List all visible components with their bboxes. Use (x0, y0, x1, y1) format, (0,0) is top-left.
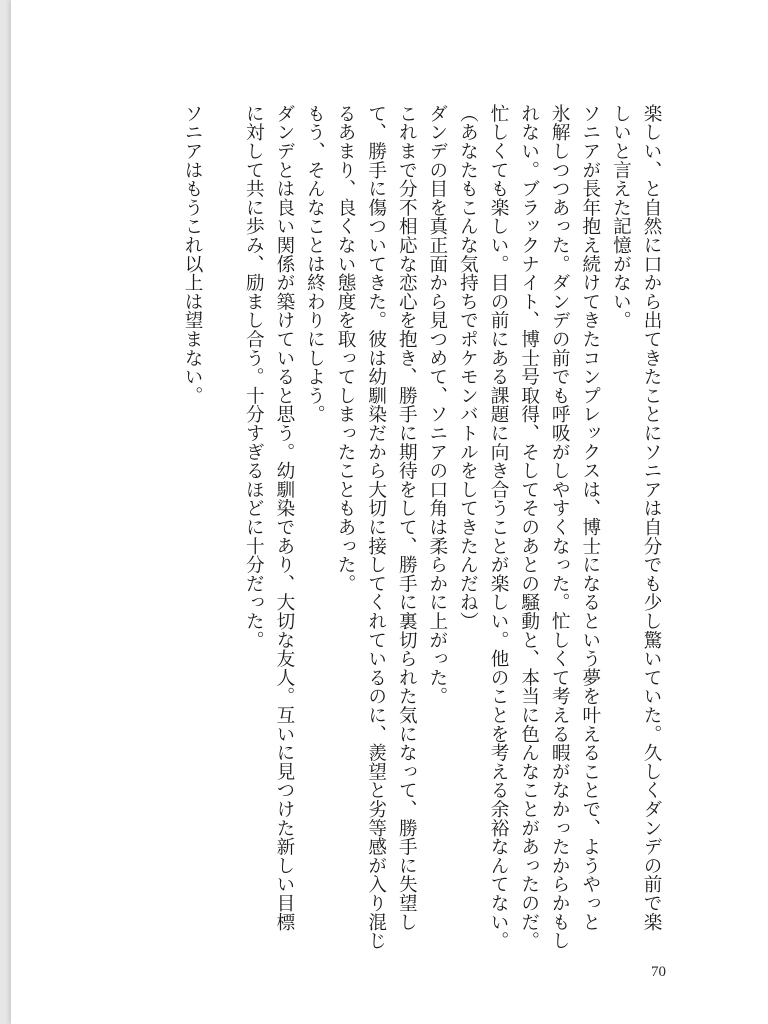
text-line: ダンデの目を真正面から見つめて、ソニアの口角は柔らかに上がった。 (426, 104, 448, 706)
text-line: ダンデとは良い関係が築けていると思う。幼馴染であり、大切な友人。互いに見つけた新しい目標 (273, 104, 295, 932)
text-line: るあまり、良くない態度を取ってしまったこともあった。 (335, 104, 357, 593)
page-number: 70 (651, 964, 666, 980)
text-line: れない。ブラックナイト、博士号取得、そしてそのあとの騒動と、本当に色んなことがあったのだ。 (518, 104, 540, 950)
text-line: 氷解しつつあった。ダンデの前でも呼吸がしやすくなった。忙しくて考える暇がなかったからかもし (549, 104, 571, 950)
text-line: に対して共に歩み、励まし合う。十分すぎるほどに十分だった。 (243, 104, 265, 650)
text-line: 忙しくても楽しい。目の前にある課題に向き合うことが楽しい。他のことを考える余裕なんてない。 (488, 104, 510, 950)
text-line: もう、そんなことは終わりにしよう。 (304, 104, 326, 424)
text-line: しいと言えた記憶がない。 (610, 104, 632, 330)
text-line: （あなたもこんな気持ちでポケモンバトルをしてきたんだね） (457, 104, 479, 631)
text-line: ソニアが長年抱え続けてきたコンプレックスは、博士になるという夢を叶えることで、ようやっと (579, 104, 601, 932)
text-line: て、勝手に傷ついてきた。彼は幼馴染だから大切に接してくれているのに、羨望と劣等感が入り混じ (365, 104, 387, 950)
vertical-text-body (177, 104, 667, 964)
book-page (11, 0, 768, 1024)
text-line: 楽しい、と自然に口から出てきたことにソニアは自分でも少し驚いていた。久しくダンデの前で楽 (641, 104, 662, 932)
text-line: ソニアはもうこれ以上は望まない。 (182, 104, 204, 405)
text-line: これまで分不相応な恋心を抱き、勝手に期待をして、勝手に裏切られた気になって、勝手に失望し (396, 104, 418, 932)
blank-line (207, 104, 238, 964)
